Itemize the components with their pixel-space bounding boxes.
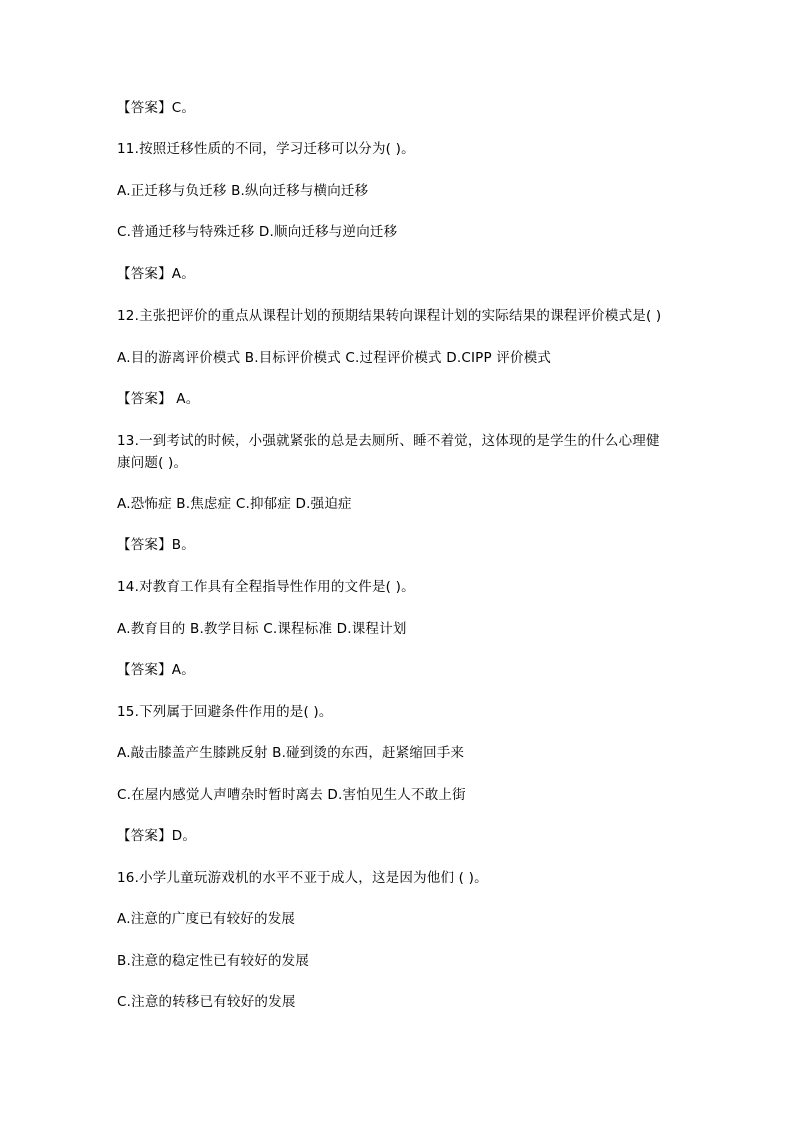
question-16-option-b: B.注意的稳定性已有较好的发展 bbox=[117, 953, 310, 969]
question-13-options: A.恐怖症 B.焦虑症 C.抑郁症 D.强迫症 bbox=[117, 496, 352, 512]
question-14: 14.对教育工作具有全程指导性作用的文件是( )。 bbox=[117, 579, 415, 595]
answer-15: 【答案】D。 bbox=[117, 828, 197, 844]
answer-11: 【答案】A。 bbox=[117, 266, 195, 282]
answer-13: 【答案】B。 bbox=[117, 537, 195, 553]
question-13-line-2: 康问题( )。 bbox=[117, 455, 188, 471]
question-15-options-ab: A.敲击膝盖产生膝跳反射 B.碰到烫的东西，赶紧缩回手来 bbox=[117, 745, 465, 761]
question-16-option-c: C.注意的转移已有较好的发展 bbox=[117, 994, 296, 1010]
question-11-options-cd: C.普通迁移与特殊迁移 D.顺向迁移与逆向迁移 bbox=[117, 224, 398, 240]
question-13-line-1: 13.一到考试的时候，小强就紧张的总是去厕所、睡不着觉，这体现的是学生的什么心理健 bbox=[117, 433, 660, 449]
question-16-option-a: A.注意的广度已有较好的发展 bbox=[117, 911, 296, 927]
question-15: 15.下列属于回避条件作用的是( )。 bbox=[117, 704, 333, 720]
question-12-options: A.目的游离评价模式 B.目标评价模式 C.过程评价模式 D.CIPP 评价模式 bbox=[117, 350, 552, 366]
answer-12: 【答案】 A。 bbox=[117, 391, 200, 407]
question-11-options-ab: A.正迁移与负迁移 B.纵向迁移与横向迁移 bbox=[117, 183, 369, 199]
answer-14: 【答案】A。 bbox=[117, 662, 195, 678]
answer-10: 【答案】C。 bbox=[117, 100, 196, 116]
question-14-options: A.教育目的 B.教学目标 C.课程标准 D.课程计划 bbox=[117, 621, 407, 637]
question-11: 11.按照迁移性质的不同，学习迁移可以分为( )。 bbox=[117, 141, 415, 157]
question-12: 12.主张把评价的重点从课程计划的预期结果转向课程计划的实际结果的课程评价模式是( ) bbox=[117, 308, 662, 324]
question-15-options-cd: C.在屋内感觉人声嘈杂时暂时离去 D.害怕见生人不敢上街 bbox=[117, 787, 466, 803]
question-16: 16.小学儿童玩游戏机的水平不亚于成人，这是因为他们 ( )。 bbox=[117, 870, 488, 886]
